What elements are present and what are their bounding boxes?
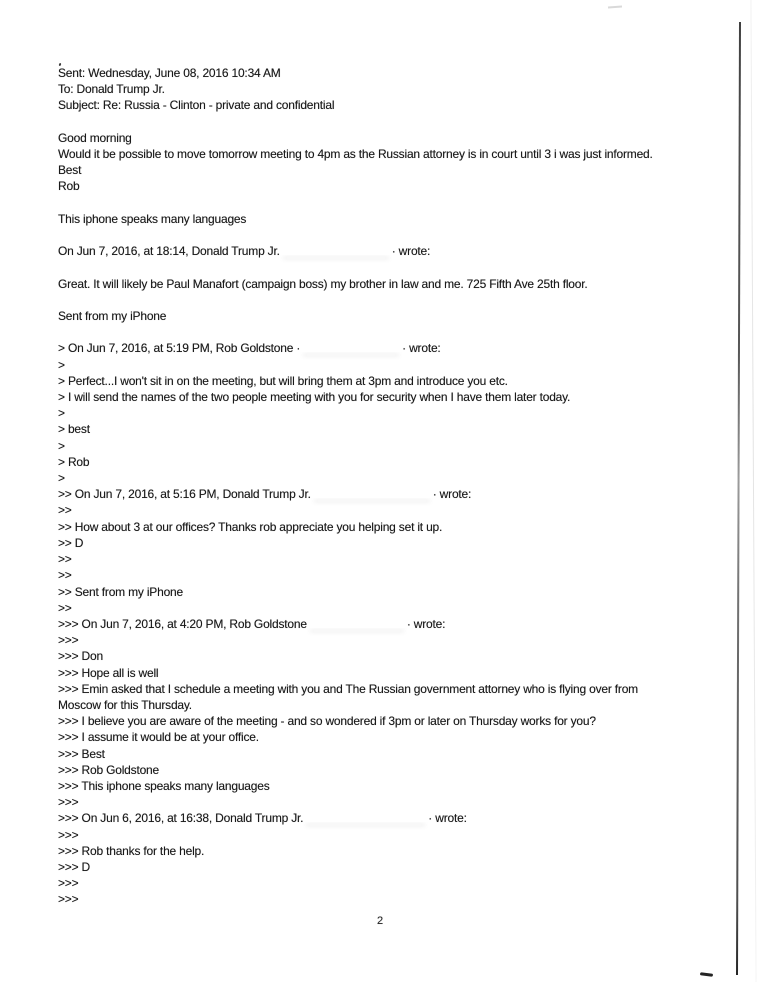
quote-header-line [58, 340, 738, 356]
email-text-line: Rob [58, 179, 80, 194]
email-text-line: Sent: Wednesday, June 08, 2016 10:34 AM [58, 66, 281, 80]
blank-line [58, 292, 738, 308]
email-text-line: >>> I believe you are aware of the meeting - and so wondered if 3pm or later on Thursday works for you? [58, 714, 596, 729]
redacted-email-gap [307, 620, 407, 628]
wrote-label: · wrote: [391, 244, 431, 259]
redacted-email-gap [300, 344, 402, 352]
email-text-line: >>> [58, 795, 79, 810]
email-text-line: > [58, 471, 65, 486]
email-text-line: > [58, 357, 65, 372]
header-text: >>> On Jun 7, 2016, at 4:20 PM, Rob Goldstone [58, 616, 307, 631]
email-text-line: This iphone speaks many languages [58, 211, 247, 226]
quote-header-line [58, 243, 738, 259]
email-text-line: > Rob [58, 454, 90, 469]
wrote-label: · wrote: [428, 811, 467, 826]
email-text-line: > [58, 406, 65, 421]
email-text-line: >>> This iphone speaks many languages [58, 778, 270, 793]
scan-speck-bottom [700, 972, 713, 977]
email-text-line: To: Donald Trump Jr. [58, 82, 165, 97]
email-text-line: >>> Rob Goldstone [58, 762, 160, 777]
email-text-line: Sent from my iPhone [58, 309, 167, 324]
blank-line [58, 324, 738, 340]
email-text-line: >>> Hope all is well [58, 665, 159, 680]
email-text-line: >>> Best [58, 746, 105, 761]
email-text-line: >>> [58, 827, 79, 842]
wrote-label: · wrote: [402, 341, 441, 356]
email-text-line: Would it be possible to move tomorrow meeting to 4pm as the Russian attorney is in court until 3 i was just informed. [58, 147, 653, 162]
header-text: >>> On Jun 6, 2016, at 16:38, Donald Trump Jr. [58, 811, 304, 826]
email-text-line: >> [58, 568, 72, 583]
wrote-label: · wrote: [432, 487, 472, 502]
email-text-line: >> [58, 503, 72, 518]
email-text-line: >>> Emin asked that I schedule a meeting with you and The Russian government attorney who is flying over from [58, 681, 638, 696]
email-text-line: Great. It will likely be Paul Manafort (campaign boss) my brother in law and me. 725 Fifth Ave 25th floor. [58, 276, 588, 291]
redacted-email-gap [311, 490, 433, 498]
redacted-email-gap [280, 247, 392, 255]
email-text-line: >>> [58, 633, 79, 648]
email-text-line: >>> [58, 876, 79, 891]
blank-line [58, 259, 738, 275]
email-text-line: > Perfect...I won't sit in on the meeting, but will bring them at 3pm and introduce you etc. [58, 373, 508, 388]
email-text-line: >> [58, 600, 72, 615]
quote-header-line [58, 486, 738, 502]
email-text-line: >>> Don [58, 649, 103, 664]
blank-line [58, 227, 738, 243]
email-text-line: >> Sent from my iPhone [58, 584, 183, 599]
email-text-line: Moscow for this Thursday. [58, 697, 192, 712]
page-number: 2 [376, 915, 384, 927]
email-text-line: Best [58, 163, 82, 178]
email-text-line: >> [58, 552, 72, 567]
quote-header-line [58, 810, 738, 826]
email-text-line: >>> D [58, 859, 91, 874]
email-text-line: >> How about 3 at our offices? Thanks rob appreciate you helping set it up. [58, 519, 443, 534]
email-text-line: > [58, 438, 65, 453]
page-edge-shadow [750, 0, 756, 982]
email-body [58, 65, 738, 908]
wrote-label: · wrote: [406, 616, 446, 631]
redacted-email-gap [303, 814, 428, 822]
email-text-line: >> D [58, 535, 84, 550]
email-text-line: Subject: Re: Russia - Clinton - private and confidential [58, 98, 335, 113]
blank-line [58, 195, 738, 211]
email-text-line: > I will send the names of the two people meeting with you for security when I have them later today. [58, 390, 571, 405]
email-text-line: >>> I assume it would be at your office. [58, 730, 259, 745]
email-text-line: >>> [58, 892, 79, 907]
header-text: > On Jun 7, 2016, at 5:19 PM, Rob Goldstone · [58, 341, 301, 356]
scan-speck-topright [608, 6, 622, 9]
email-text-line: >>> Rob thanks for the help. [58, 843, 205, 858]
quote-header-line [58, 616, 738, 632]
blank-line [58, 114, 738, 130]
email-text-line: > best [58, 422, 90, 437]
header-text: >> On Jun 7, 2016, at 5:16 PM, Donald Trump Jr. [58, 487, 311, 502]
header-text: On Jun 7, 2016, at 18:14, Donald Trump Jr. [58, 244, 280, 259]
email-text-line: Good morning [58, 130, 132, 145]
